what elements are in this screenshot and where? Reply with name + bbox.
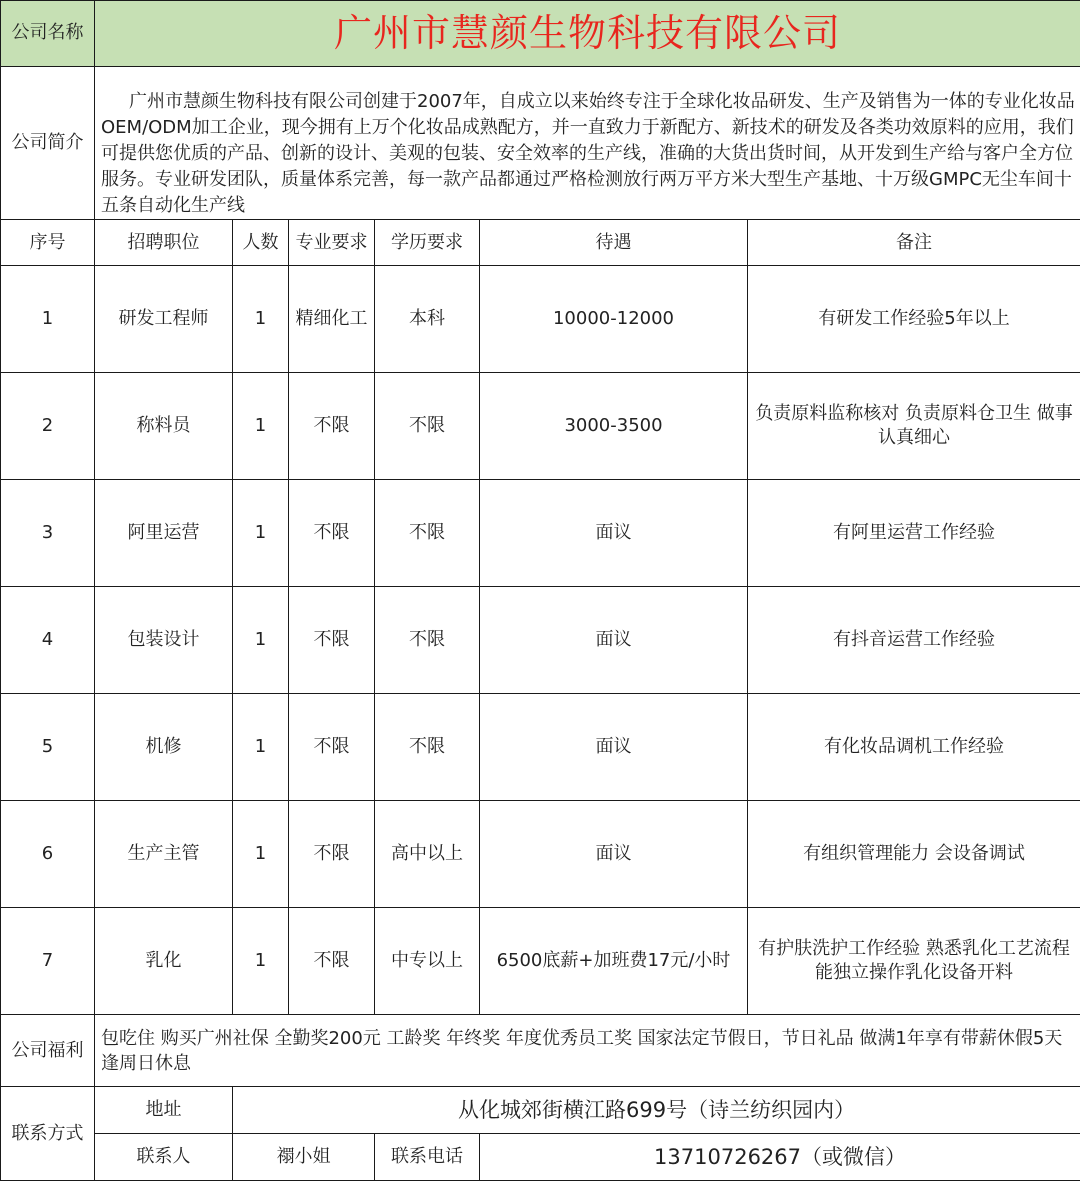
table-header-row: [1, 220, 1080, 266]
table-row: [1, 266, 1080, 373]
address-value: 从化城郊街横江路699号（诗兰纺织园内）: [233, 1087, 1080, 1134]
row-remark: 有化妆品调机工作经验: [748, 694, 1080, 801]
row-remark: 负责原料监称核对 负责原料仓卫生 做事认真细心: [748, 373, 1080, 480]
row-position: 乳化: [95, 908, 233, 1015]
row-no: 5: [1, 694, 95, 801]
header-position: 招聘职位: [95, 220, 233, 266]
row-education: 不限: [375, 587, 480, 694]
row-salary: 面议: [480, 480, 748, 587]
row-no: 2: [1, 373, 95, 480]
company-name-row: [1, 1, 1080, 67]
row-count: 1: [233, 908, 289, 1015]
row-position: 称料员: [95, 373, 233, 480]
welfare-text: 包吃住 购买广州社保 全勤奖200元 工龄奖 年终奖 年度优秀员工奖 国家法定节假日，节日礼品 做满1年享有带薪休假5天 逢周日休息: [95, 1015, 1080, 1087]
company-intro-cell: [95, 67, 1080, 220]
company-name-label: 公司名称: [1, 1, 95, 67]
row-no: 6: [1, 801, 95, 908]
header-remark: 备注: [748, 220, 1080, 266]
row-count: 1: [233, 587, 289, 694]
row-count: 1: [233, 480, 289, 587]
row-salary: 10000-12000: [480, 266, 748, 373]
row-major: 不限: [289, 587, 375, 694]
row-remark: 有研发工作经验5年以上: [748, 266, 1080, 373]
row-major: 不限: [289, 801, 375, 908]
contact-person-row: [1, 1134, 1080, 1181]
phone-label: 联系电话: [375, 1134, 480, 1181]
row-education: 不限: [375, 480, 480, 587]
row-major: 不限: [289, 480, 375, 587]
contact-person-label: 联系人: [95, 1134, 233, 1181]
row-salary: 面议: [480, 801, 748, 908]
row-position: 研发工程师: [95, 266, 233, 373]
row-salary: 面议: [480, 694, 748, 801]
row-remark: 有组织管理能力 会设备调试: [748, 801, 1080, 908]
row-position: 阿里运营: [95, 480, 233, 587]
row-education: 本科: [375, 266, 480, 373]
header-count: 人数: [233, 220, 289, 266]
row-major: 精细化工: [289, 266, 375, 373]
company-name: 广州市慧颜生物科技有限公司: [95, 1, 1080, 67]
row-position: 生产主管: [95, 801, 233, 908]
address-label: 地址: [95, 1087, 233, 1134]
table-row: [1, 373, 1080, 480]
header-education: 学历要求: [375, 220, 480, 266]
contact-person-value: 禤小姐: [233, 1134, 375, 1181]
row-no: 7: [1, 908, 95, 1015]
row-count: 1: [233, 266, 289, 373]
company-intro-text: 广州市慧颜生物科技有限公司创建于2007年，自成立以来始终专注于全球化妆品研发、生产及销售为一体的专业化妆品OEM/ODM加工企业，现今拥有上万个化妆品成熟配方，并一直致力于新配方、新技术的研发及各类功效原料的应用，我们可提供您优质的产品、创新的设计、美观的包装、安全效率的生产线，准确的大货出货时间，从开发到生产给与客户全方位服务。专业研发团队，质量体系完善，每一款产品都通过严格检测放行两万平方米大型生产基地、十万级GMPC无尘车间十五条自动化生产线: [101, 91, 1075, 217]
row-major: 不限: [289, 908, 375, 1015]
row-education: 不限: [375, 373, 480, 480]
row-remark: 有护肤洗护工作经验 熟悉乳化工艺流程能独立操作乳化设备开料: [748, 908, 1080, 1015]
company-intro-label: 公司简介: [1, 67, 95, 220]
welfare-label: 公司福利: [1, 1015, 95, 1087]
row-no: 4: [1, 587, 95, 694]
row-no: 1: [1, 266, 95, 373]
row-count: 1: [233, 373, 289, 480]
header-major: 专业要求: [289, 220, 375, 266]
table-row: [1, 587, 1080, 694]
row-salary: 6500底薪+加班费17元/小时: [480, 908, 748, 1015]
table-row: [1, 694, 1080, 801]
row-position: 包装设计: [95, 587, 233, 694]
row-position: 机修: [95, 694, 233, 801]
phone-value: 13710726267（或微信）: [480, 1134, 1080, 1181]
contact-address-row: [1, 1087, 1080, 1134]
row-remark: 有抖音运营工作经验: [748, 587, 1080, 694]
company-intro-row: [1, 67, 1080, 220]
table-row: [1, 480, 1080, 587]
welfare-row: [1, 1015, 1080, 1087]
header-no: 序号: [1, 220, 95, 266]
row-salary: 3000-3500: [480, 373, 748, 480]
row-salary: 面议: [480, 587, 748, 694]
header-salary: 待遇: [480, 220, 748, 266]
table-row: [1, 801, 1080, 908]
row-education: 高中以上: [375, 801, 480, 908]
row-count: 1: [233, 801, 289, 908]
table-row: [1, 908, 1080, 1015]
contact-label: 联系方式: [1, 1087, 95, 1181]
row-remark: 有阿里运营工作经验: [748, 480, 1080, 587]
row-education: 中专以上: [375, 908, 480, 1015]
row-no: 3: [1, 480, 95, 587]
row-education: 不限: [375, 694, 480, 801]
row-count: 1: [233, 694, 289, 801]
row-major: 不限: [289, 373, 375, 480]
row-major: 不限: [289, 694, 375, 801]
